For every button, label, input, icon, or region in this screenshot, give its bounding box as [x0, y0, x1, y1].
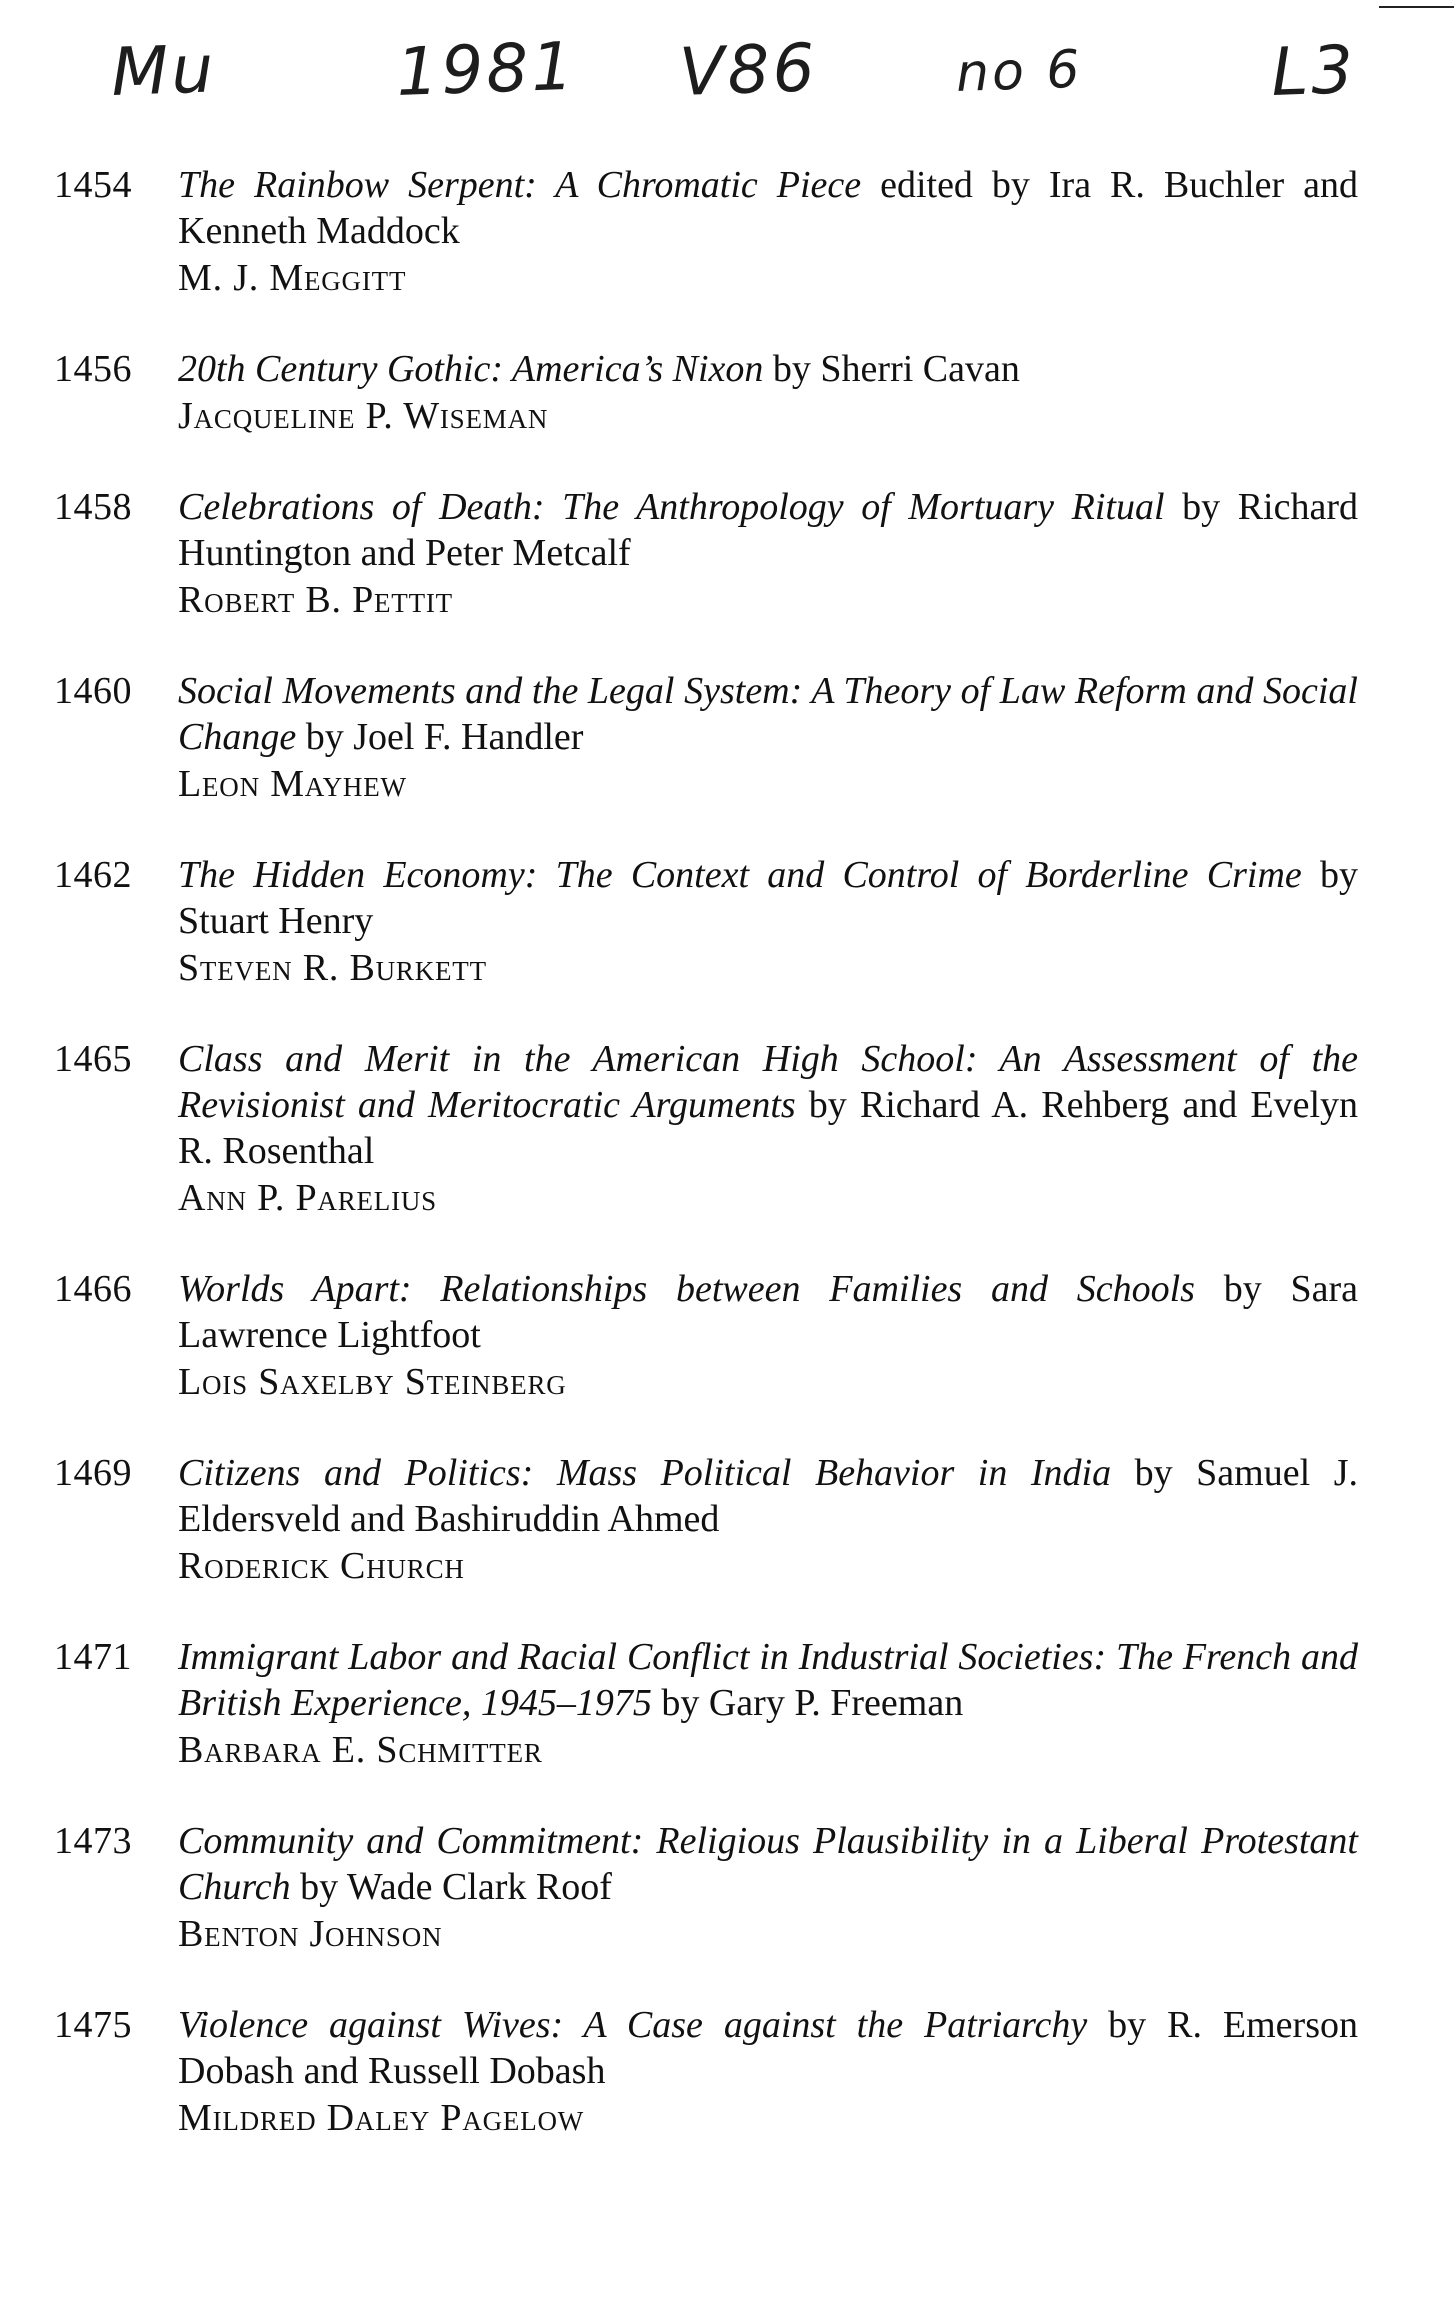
corner-rule	[1379, 6, 1454, 8]
entry-body	[178, 1450, 1358, 1590]
book-title: The Rainbow Serpent: A Chromatic Piece	[178, 164, 862, 206]
book-title: Celebrations of Death: The Anthropology of Mortuary Ritual	[178, 486, 1165, 528]
entry-body	[178, 1036, 1358, 1222]
page-number: 1454	[54, 164, 132, 206]
review-entry	[0, 1818, 1454, 1958]
reviewer-name: Leon Mayhew	[178, 763, 407, 805]
book-authors: by Richard A. Rehberg and Evelyn R. Rosenthal	[178, 1084, 1358, 1172]
book-title: Social Movements and the Legal System: A Theory of Law Reform and Social Change	[178, 670, 1358, 758]
review-entry	[0, 1036, 1454, 1222]
review-entry	[0, 1450, 1454, 1590]
book-title: The Hidden Economy: The Context and Control of Borderline Crime	[178, 854, 1302, 896]
page-number: 1469	[54, 1452, 132, 1494]
book-authors: by Stuart Henry	[178, 854, 1358, 942]
book-title: 20th Century Gothic: America’s Nixon	[178, 348, 764, 390]
page-number: 1465	[54, 1038, 132, 1080]
review-entry	[0, 2002, 1454, 2142]
handwritten-note-4: no 6	[955, 39, 1084, 104]
book-title: Immigrant Labor and Racial Conflict in Industrial Societies: The French and British Experience, 1945–1975	[178, 1636, 1358, 1724]
reviewer-name: Ann P. Parelius	[178, 1177, 437, 1219]
entry-body	[178, 346, 1358, 440]
handwritten-note-3: V86	[678, 29, 819, 111]
page-number: 1475	[54, 2004, 132, 2046]
reviewer-name: Roderick Church	[178, 1545, 465, 1587]
review-entry	[0, 1266, 1454, 1406]
reviewer-name: Mildred Daley Pagelow	[178, 2097, 585, 2139]
book-authors: by R. Emerson Dobash and Russell Dobash	[178, 2004, 1358, 2092]
handwritten-note-1: Mu	[110, 30, 218, 111]
book-title: Violence against Wives: A Case against the Patriarchy	[178, 2004, 1088, 2046]
entry-body	[178, 2002, 1358, 2142]
review-list	[0, 162, 1454, 2186]
page-number: 1462	[54, 854, 132, 896]
book-authors: by Sherri Cavan	[763, 348, 1020, 390]
page-number: 1456	[54, 348, 132, 390]
reviewer-name: Robert B. Pettit	[178, 579, 453, 621]
page-number: 1471	[54, 1636, 132, 1678]
reviewer-name: Barbara E. Schmitter	[178, 1729, 543, 1771]
book-authors: by Gary P. Freeman	[651, 1682, 964, 1724]
entry-body	[178, 484, 1358, 624]
review-entry	[0, 852, 1454, 992]
review-entry	[0, 668, 1454, 808]
entry-body	[178, 162, 1358, 302]
page-number: 1473	[54, 1820, 132, 1862]
review-entry	[0, 1634, 1454, 1774]
entry-body	[178, 668, 1358, 808]
reviewer-name: M. J. Meggitt	[178, 257, 407, 299]
page-number: 1460	[54, 670, 132, 712]
entry-body	[178, 1634, 1358, 1774]
handwritten-note-2: 1981	[395, 27, 578, 111]
book-authors: by Wade Clark Roof	[290, 1866, 612, 1908]
entry-body	[178, 1818, 1358, 1958]
book-authors: by Sara Lawrence Lightfoot	[178, 1268, 1358, 1356]
reviewer-name: Steven R. Burkett	[178, 947, 487, 989]
book-authors: edited by Ira R. Buchler and Kenneth Maddock	[178, 164, 1359, 252]
book-title: Community and Commitment: Religious Plausibility in a Liberal Protestant Church	[178, 1820, 1358, 1908]
reviewer-name: Jacqueline P. Wiseman	[178, 395, 549, 437]
reviewer-name: Benton Johnson	[178, 1913, 443, 1955]
handwritten-note-5: L3	[1270, 31, 1358, 111]
review-entry	[0, 346, 1454, 440]
review-entry	[0, 484, 1454, 624]
book-title: Worlds Apart: Relationships between Families and Schools	[178, 1268, 1195, 1310]
page-number: 1466	[54, 1268, 132, 1310]
book-title: Citizens and Politics: Mass Political Behavior in India	[178, 1452, 1112, 1494]
book-authors: by Samuel J. Eldersveld and Bashiruddin Ahmed	[178, 1452, 1358, 1540]
book-title: Class and Merit in the American High School: An Assessment of the Revisionist and Meritocratic Arguments	[178, 1038, 1358, 1126]
book-authors: by Richard Huntington and Peter Metcalf	[178, 486, 1359, 574]
entry-body	[178, 852, 1358, 992]
entry-body	[178, 1266, 1358, 1406]
reviewer-name: Lois Saxelby Steinberg	[178, 1361, 567, 1403]
book-authors: by Joel F. Handler	[296, 716, 584, 758]
review-entry	[0, 162, 1454, 302]
page-number: 1458	[54, 486, 132, 528]
